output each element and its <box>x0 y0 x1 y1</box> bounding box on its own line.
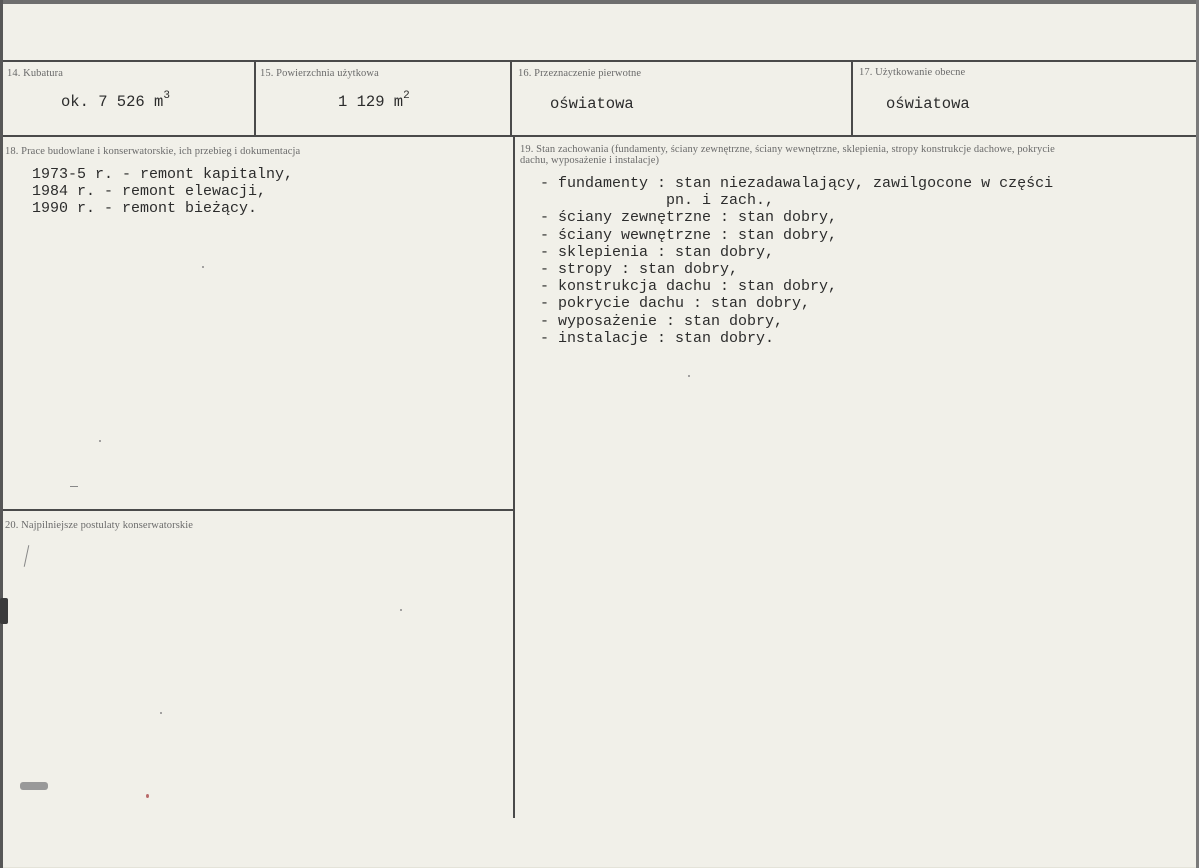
rule-middle <box>3 135 1196 137</box>
rule-top <box>3 60 1196 62</box>
divider-15-16 <box>510 60 512 136</box>
field-19-entry-line: pn. i zach., <box>540 192 775 210</box>
field-17-label: 17. Użytkowanie obecne <box>859 67 966 78</box>
field-19-entry-line: - ściany wewnętrzne : stan dobry, <box>540 226 838 244</box>
field-15-value-text: 1 129 m <box>338 93 404 111</box>
field-19-entry-line: - instalacje : stan dobry. <box>540 329 775 347</box>
field-14-value-text: ok. 7 526 m <box>61 93 164 111</box>
card-top-edge <box>0 0 1199 4</box>
field-19-entry-line: - sklepienia : stan dobry, <box>540 243 775 261</box>
field-18-entry-line: 1990 r. - remont bieżący. <box>32 200 258 218</box>
field-19-label: 19. Stan zachowania (fundamenty, ściany zewnętrzne, ściany wewnętrzne, sklepienia, stropy konstrukcje dachowe, pokrycie dachu, wyposażenie i instalacje) <box>520 144 1055 166</box>
card-left-edge <box>0 0 3 868</box>
field-19-entry-line: - konstrukcja dachu : stan dobry, <box>540 278 838 296</box>
divider-14-15 <box>254 60 256 136</box>
field-19-entry-line: - pokrycie dachu : stan dobry, <box>540 295 811 313</box>
field-14-unit-exponent: 3 <box>163 90 170 102</box>
divider-16-17 <box>851 60 853 136</box>
rule-section-20 <box>3 509 513 511</box>
field-14-label: 14. Kubatura <box>7 68 64 79</box>
field-18-entries <box>32 166 293 218</box>
field-15-label: 15. Powierzchnia użytkowa <box>260 68 379 79</box>
divider-18-19 <box>513 136 515 818</box>
field-19-entry-line: - wyposażenie : stan dobry, <box>540 312 784 330</box>
field-19-entry-line: - stropy : stan dobry, <box>540 261 739 279</box>
field-16-value: oświatowa <box>550 95 634 113</box>
field-19-entry-line: - ściany zewnętrzne : stan dobry, <box>540 209 838 227</box>
field-18-entry-line: 1973-5 r. - remont kapitalny, <box>32 166 294 183</box>
field-16-label: 16. Przeznaczenie pierwotne <box>518 68 642 79</box>
field-19-entry-line: - fundamenty : stan niezadawalający, zawilgocone w części <box>540 175 1054 192</box>
field-20-label: 20. Najpilniejsze postulaty konserwatorskie <box>5 520 194 531</box>
field-18-label: 18. Prace budowlane i konserwatorskie, ich przebieg i dokumentacja <box>5 146 301 157</box>
field-14-value <box>61 90 170 111</box>
field-17-value: oświatowa <box>886 95 970 113</box>
field-19-entries <box>540 175 1053 347</box>
field-18-entry-line: 1984 r. - remont elewacji, <box>32 183 267 201</box>
field-15-value <box>338 90 410 111</box>
field-15-unit-exponent: 2 <box>403 90 410 102</box>
